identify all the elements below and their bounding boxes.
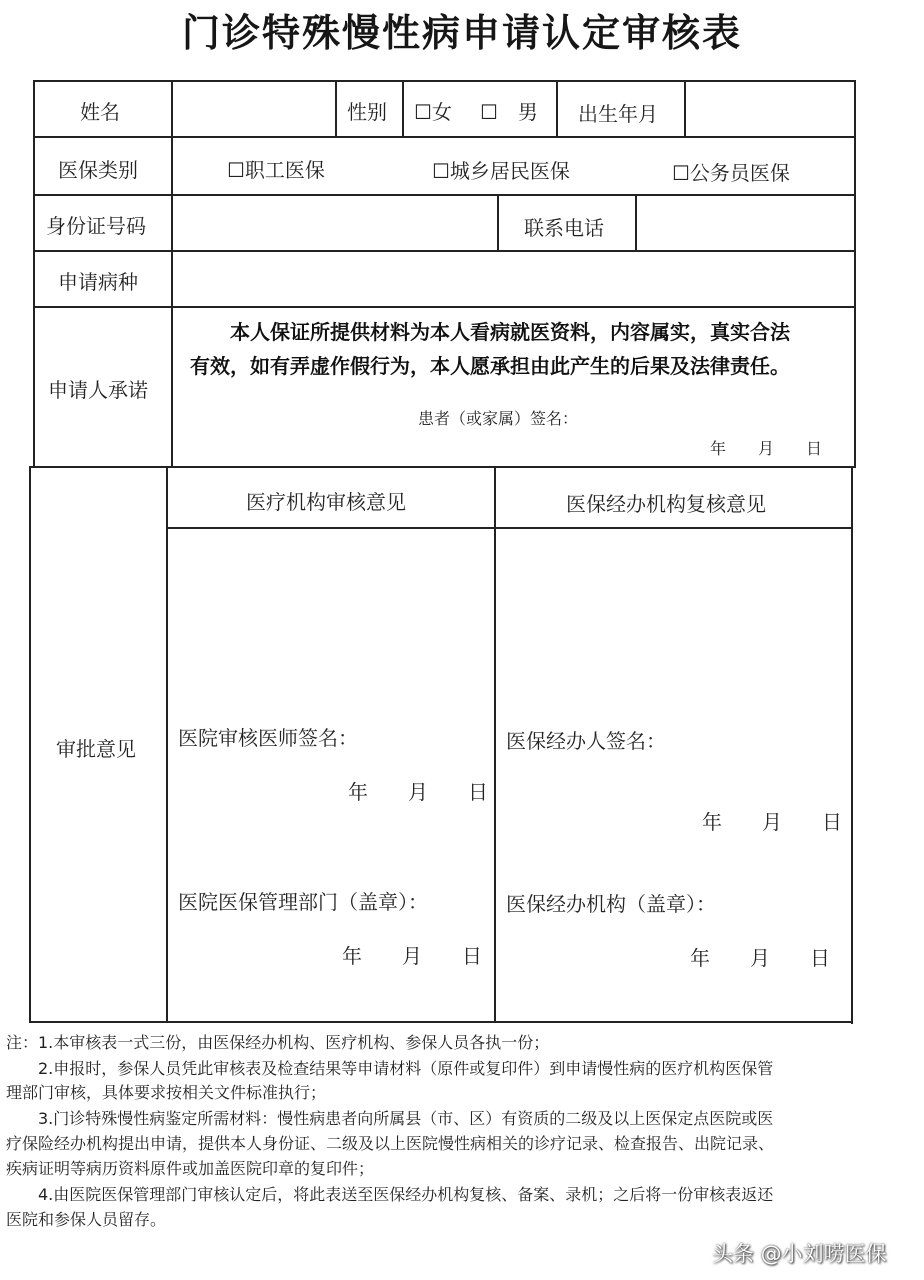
row-line-4	[33, 306, 854, 308]
civil-servant-insurance-checkbox[interactable]: ☐公务员医保	[672, 161, 790, 185]
gender-female-checkbox[interactable]: ☐女	[414, 100, 452, 124]
pledge-text-line2: 有效，如有弄虚作假行为，本人愿承担由此产生的后果及法律责任。	[190, 354, 790, 378]
note-3-line1: 3.门诊特殊慢性病鉴定所需材料：慢性病患者向所属县（市、区）有资质的二级及以上医保定点医院或医	[38, 1109, 774, 1128]
approval-middle-line	[494, 466, 496, 1022]
table-border-top	[33, 80, 854, 82]
note-4-line2: 医院和参保人员留存。	[6, 1210, 167, 1229]
agency-review-header: 医保经办机构复核意见	[566, 492, 766, 516]
hospital-review-header: 医疗机构审核意见	[246, 490, 406, 514]
label-column-line-lower	[166, 466, 168, 1022]
table-border-left-lower	[29, 466, 31, 1022]
hospital-doctor-sign-date: 年 月 日	[348, 780, 488, 804]
disease-label: 申请病种	[58, 270, 138, 294]
page-title: 门诊特殊慢性病申请认定审核表	[181, 11, 742, 55]
row-line-2	[33, 194, 854, 196]
agency-stamp-date: 年 月 日	[690, 946, 830, 970]
note-4-line1: 4.由医院医保管理部门审核认定后，将此表送至医保经办机构复核、备案、录机；之后将一份审核表返还	[38, 1185, 774, 1204]
id-number-label: 身份证号码	[46, 214, 146, 238]
row3-sep-phone-value	[635, 194, 637, 251]
birth-label: 出生年月	[578, 102, 658, 126]
row-line-3	[33, 250, 854, 252]
id-number-field[interactable]	[176, 198, 494, 248]
hospital-doctor-signature-label: 医院审核医师签名：	[178, 726, 358, 750]
gender-male-checkbox[interactable]: ☐ 男	[480, 100, 538, 124]
disease-field[interactable]	[176, 254, 850, 304]
row1-sep-gender-value	[402, 80, 404, 137]
label-column-line-upper	[171, 80, 173, 468]
note-2-line1: 2.申报时，参保人员凭此审核表及检查结果等申请材料（原件或复印件）到申请慢性病的医疗机构医保管	[38, 1059, 774, 1078]
name-label: 姓名	[80, 100, 120, 124]
name-field[interactable]	[176, 84, 332, 134]
watermark-text: 头条 @小刘唠医保	[712, 1242, 887, 1266]
table-border-bottom	[29, 1021, 853, 1023]
pledge-date: 年 月 日	[710, 439, 823, 458]
pledge-text-line1: 本人保证所提供材料为本人看病就医资料，内容属实，真实合法	[230, 320, 790, 344]
agency-person-signature-label: 医保经办人签名：	[506, 729, 666, 753]
row3-sep-phone	[497, 194, 499, 251]
phone-field[interactable]	[640, 198, 850, 248]
employee-insurance-checkbox[interactable]: ☐职工医保	[227, 158, 325, 182]
hospital-dept-stamp-date: 年 月 日	[342, 944, 482, 968]
agency-stamp-label: 医保经办机构（盖章）：	[506, 892, 716, 916]
row-line-approval-header	[168, 527, 852, 529]
table-border-right-lower	[851, 466, 853, 1024]
pledge-label: 申请人承诺	[48, 378, 148, 402]
row1-sep-birth	[556, 80, 558, 137]
note-3-line2: 疗保险经办机构提出申请，提供本人身份证、二级及以上医院慢性病相关的诊疗记录、检查报告、出院记录、	[6, 1134, 775, 1153]
agency-person-sign-date: 年 月 日	[702, 810, 842, 834]
patient-signature-label: 患者（或家属）签名：	[418, 409, 579, 428]
row1-sep-birth-value	[684, 80, 686, 137]
phone-label: 联系电话	[524, 216, 604, 240]
approval-label: 审批意见	[56, 737, 136, 761]
table-border-right-upper	[854, 80, 856, 468]
birth-field[interactable]	[688, 84, 850, 134]
resident-insurance-checkbox[interactable]: ☐城乡居民医保	[432, 159, 570, 183]
table-border-left-upper	[33, 80, 35, 468]
note-1: 注：1.本审核表一式三份，由医保经办机构、医疗机构、参保人员各执一份；	[6, 1033, 550, 1052]
gender-label: 性别	[347, 100, 387, 124]
insurance-type-label: 医保类别	[58, 158, 138, 182]
row-line-5	[31, 466, 854, 468]
note-2-line2: 理部门审核，具体要求按相关文件标准执行；	[6, 1083, 327, 1102]
hospital-dept-stamp-label: 医院医保管理部门（盖章）：	[178, 890, 428, 914]
row1-sep-gender	[335, 80, 337, 137]
note-3-line3: 疾病证明等病历资料原件或加盖医院印章的复印件；	[6, 1159, 375, 1178]
row-line-1	[33, 136, 854, 138]
